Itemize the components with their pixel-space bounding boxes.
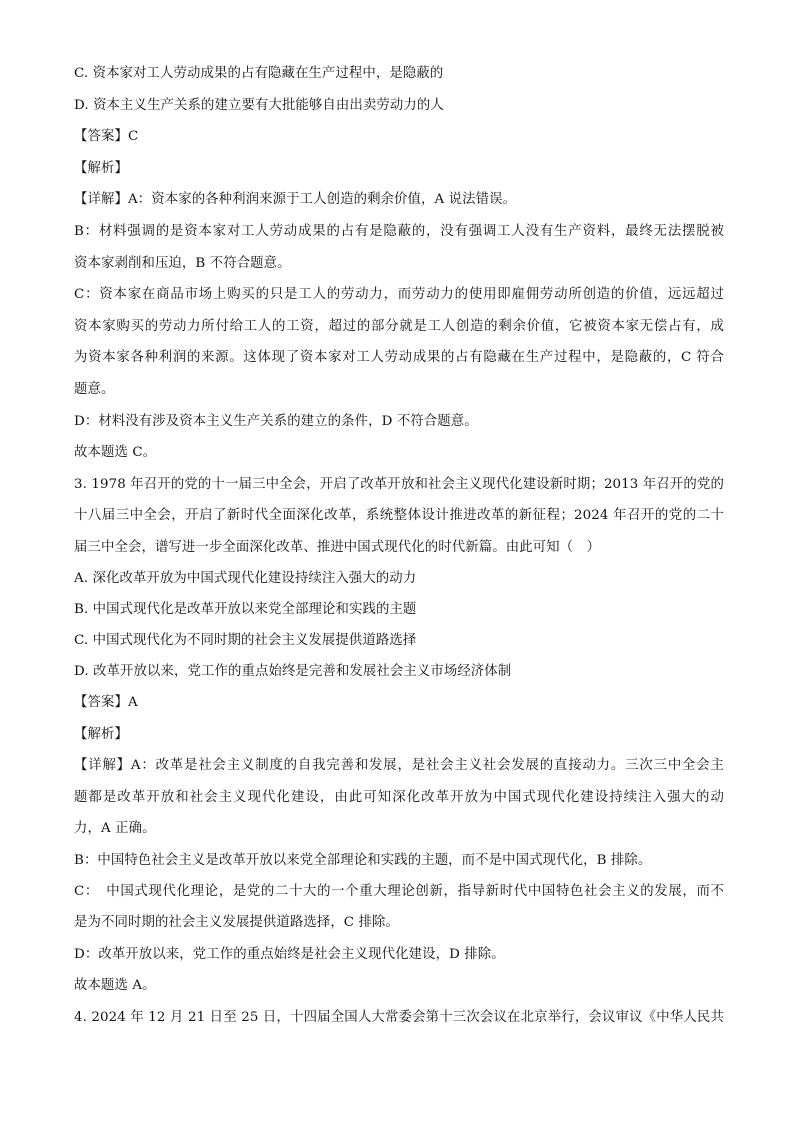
explanation-line: 力，A 正确。 [74, 821, 156, 836]
option-b-q3: B. 中国式现代化是改革开放以来党全部理论和实践的主题 [74, 602, 417, 617]
conclusion-q2: 故本题选 C。 [74, 445, 157, 460]
explanation-line: 题都是改革开放和社会主义现代化建设，由此可知深化改革开放为中国式现代化建设持续注入强大的动 [74, 790, 724, 805]
explanation-line: 资本家剥削和压迫，B 不符合题意。 [74, 256, 291, 271]
explanation-line: B：材料强调的是资本家对工人劳动成果的占有是隐蔽的，没有强调工人没有生产资料，最终无法摆脱被 [74, 224, 724, 239]
analysis-heading-q2: 【解析】 [74, 161, 128, 176]
analysis-heading-q3: 【解析】 [74, 727, 128, 742]
explanation-line: C： 中国式现代化理论，是党的二十大的一个重大理论创新，指导新时代中国特色社会主义的发展，而不 [74, 884, 724, 899]
explanation-line: D：改革开放以来，党工作的重点始终是社会主义现代化建设，D 排除。 [74, 947, 505, 962]
option-a-q3: A. 深化改革开放为中国式现代化建设持续注入强大的动力 [74, 571, 417, 586]
explanation-line: C：资本家在商品市场上购买的只是工人的劳动力，而劳动力的使用即雇佣劳动所创造的价值，远远超过 [74, 287, 724, 302]
option-d-q2: D. 资本主义生产关系的建立要有大批能够自由出卖劳动力的人 [74, 98, 444, 113]
explanation-line: 是为不同时期的社会主义发展提供道路选择，C 排除。 [74, 915, 399, 930]
question-3-stem: 届三中全会，谱写进一步全面深化改革、推进中国式现代化的时代新篇。由此可知（ ） [74, 540, 601, 555]
explanation-line: 为资本家各种利润的来源。这体现了资本家对工人劳动成果的占有隐藏在生产过程中，是隐蔽的，C 符合 [74, 350, 724, 365]
conclusion-q3: 故本题选 A。 [74, 978, 156, 993]
explanation-line: B：中国特色社会主义是改革开放以来党全部理论和实践的主题，而不是中国式现代化，B 排除。 [74, 853, 652, 868]
explanation-line: D：材料没有涉及资本主义生产关系的建立的条件，D 不符合题意。 [74, 414, 478, 429]
answer-q3: 【答案】A [74, 695, 138, 710]
explanation-line: 题意。 [74, 382, 115, 397]
option-c-q2: C. 资本家对工人劳动成果的占有隐藏在生产过程中，是隐蔽的 [74, 66, 444, 81]
explanation-line: 资本家购买的劳动力所付给工人的工资，超过的部分就是工人创造的剩余价值，它被资本家无偿占有，成 [74, 319, 724, 334]
explanation-line: 【详解】A：改革是社会主义制度的自我完善和发展，是社会主义社会发展的直接动力。三次三中全会主 [74, 758, 724, 773]
option-c-q3: C. 中国式现代化为不同时期的社会主义发展提供道路选择 [74, 633, 417, 648]
explanation-line: 【详解】A：资本家的各种利润来源于工人创造的剩余价值，A 说法错误。 [74, 192, 517, 207]
question-4-stem: 4. 2024 年 12 月 21 日至 25 日，十四届全国人大常委会第十三次会议在北京举行，会议审议《中华人民共 [74, 1010, 724, 1025]
option-d-q3: D. 改革开放以来，党工作的重点始终是完善和发展社会主义市场经济体制 [74, 664, 512, 679]
answer-q2: 【答案】C [74, 129, 139, 144]
question-3-stem: 十八届三中全会，开启了新时代全面深化改革，系统整体设计推进改革的新征程；2024 年召开的党的二十 [74, 508, 724, 523]
question-3-stem: 3. 1978 年召开的党的十一届三中全会，开启了改革开放和社会主义现代化建设新时期；2013 年召开的党的 [74, 477, 724, 492]
